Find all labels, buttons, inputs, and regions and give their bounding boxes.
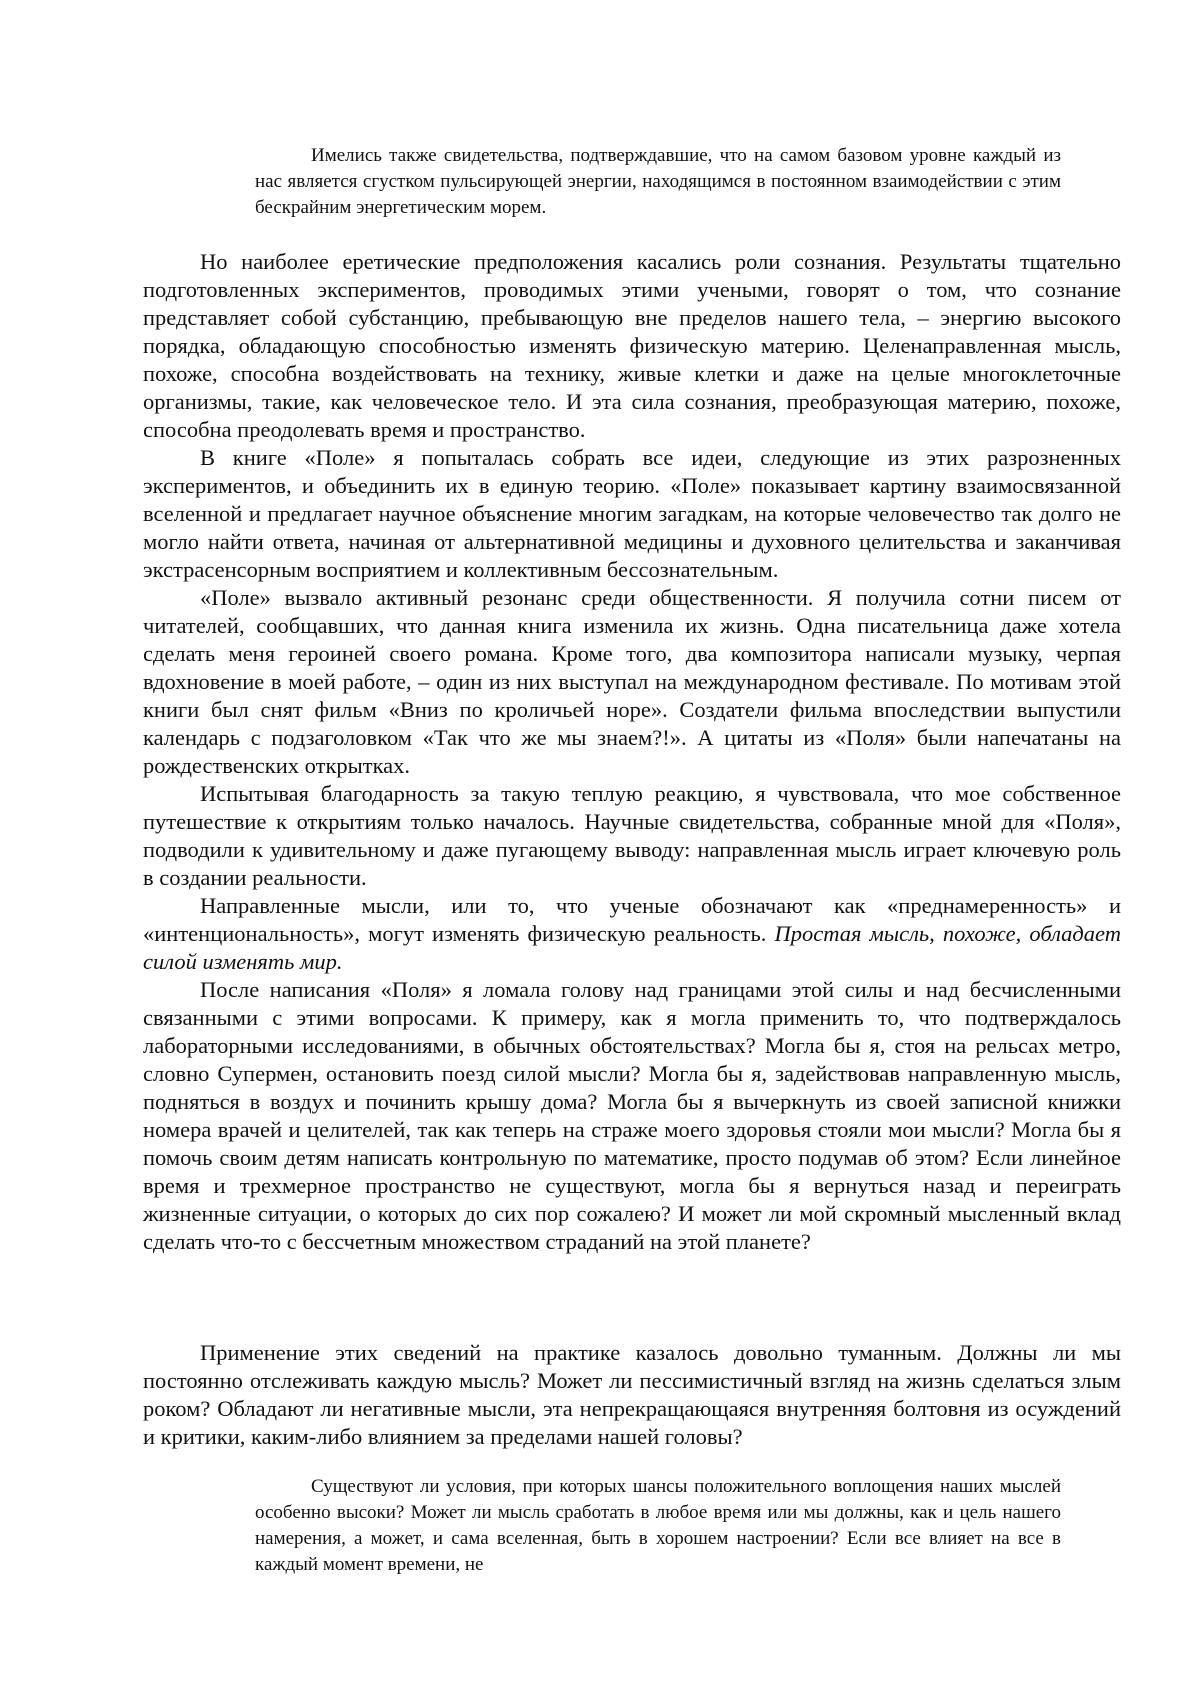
block-quote-bottom (255, 1474, 1061, 1578)
quote-paragraph: Существуют ли условия, при которых шансы положительного воплощения наших мыслей особенно высоки? Может ли мысль сработать в любое время или мы должны, как и цель нашего намерения, а может, и сама вселенная, быть в хорошем настроении? Если все влияет на все в каждый момент времени, не (255, 1476, 1061, 1575)
paragraph-resonance: «Поле» вызвало активный резонанс среди общественности. Я получила сотни писем от читателей, сообщавших, что данная книга изменила их жизнь. Одна писательница даже хотела сделать меня героиней своего романа. Кроме того, два композитора написали музыку, черпая вдохновение в моей работе, – один из них выступал на международном фестивале. По мотивам этой книги был снят фильм «Вниз по кроличьей норе». Создатели фильма впоследствии выпустили календарь с подзаголовком «Так что же мы знаем?!». А цитаты из «Поля» были напечатаны на рождественских открытках. (143, 585, 1121, 778)
paragraph-practice: Применение этих сведений на практике казалось довольно туманным. Должны ли мы постоянно отслеживать каждую мысль? Может ли пессимистичный взгляд на жизнь сделаться злым роком? Обладают ли негативные мысли, эта непрекращающаяся внутренняя болтовня из осуждений и критики, каким-либо влиянием за пределами нашей головы? (143, 1340, 1121, 1449)
paragraph-intent-text: Направленные мысли, или то, что ученые обозначают как «преднамеренность» и «интенциональность», могут изменять физическую реальность. (143, 893, 1121, 946)
paragraph-gratitude: Испытывая благодарность за такую теплую реакцию, я чувствовала, что мое собственное путешествие к открытиям только началось. Научные свидетельства, собранные мной для «Поля», подводили к удивительному и даже пугающему выводу: направленная мысль играет ключевую роль в создании реальности. (143, 781, 1121, 890)
paragraph-intent (143, 892, 1121, 976)
paragraph-consciousness: Но наиболее еретические предположения касались роли сознания. Результаты тщательно подготовленных экспериментов, проводимых этими учеными, говорят о том, что сознание представляет собой субстанцию, пребывающую вне пределов нашего тела, – энергию высокого порядка, обладающую способностью изменять физическую материю. Целенаправленная мысль, похоже, способна воздействовать на технику, живые клетки и даже на целые многоклеточные организмы, такие, как человеческое тело. И эта сила сознания, преобразующая материю, похоже, способна преодолевать время и пространство. (143, 249, 1121, 442)
main-text-practice (143, 1339, 1121, 1451)
paragraph-field-book: В книге «Поле» я попыталась собрать все идеи, следующие из этих разрозненных экспериментов, и объединить их в единую теорию. «Поле» показывает картину взаимосвязанной вселенной и предлагает научное объяснение многим загадкам, на которые человечество так долго не могло найти ответа, начиная от альтернативной медицины и духовного целительства и заканчивая экстрасенсорным восприятием и коллективным бессознательным. (143, 445, 1121, 582)
quote-paragraph: Имелись также свидетельства, подтверждавшие, что на самом базовом уровне каждый из нас является сгустком пульсирующей энергии, находящимся в постоянном взаимодействии с этим бескрайним энергетическим морем. (255, 145, 1061, 218)
block-quote-top (255, 143, 1061, 221)
main-text (143, 248, 1121, 1256)
paragraph-intent-italic: Простая мысль, похоже, обладает силой изменять мир. (143, 921, 1121, 974)
paragraph-questions: После написания «Поля» я ломала голову над границами этой силы и над бесчисленными связанными с этими вопросами. К примеру, как я могла применить то, что подтверждалось лабораторными исследованиями, в обычных обстоятельствах? Могла бы я, стоя на рельсах метро, словно Супермен, остановить поезд силой мысли? Могла бы я, задействовав направленную мысль, подняться в воздух и починить крышу дома? Могла бы я вычеркнуть из своей записной книжки номера врачей и целителей, так как теперь на страже моего здоровья стояли мои мысли? Могла бы я помочь своим детям написать контрольную по математике, просто подумав об этом? Если линейное время и трехмерное пространство не существуют, могла бы я вернуться назад и переиграть жизненные ситуации, о которых до сих пор сожалею? И может ли мой скромный мысленный вклад сделать что-то с бессчетным множеством страданий на этой планете? (143, 977, 1121, 1254)
